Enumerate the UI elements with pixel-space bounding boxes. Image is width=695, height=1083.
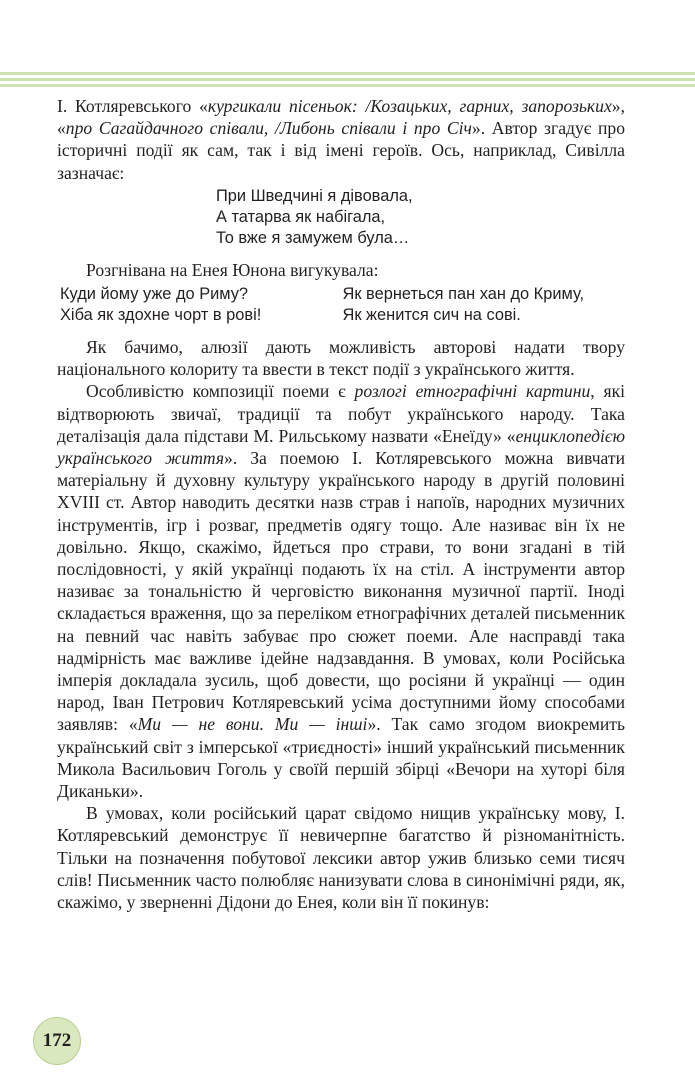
page-number-badge — [33, 1017, 81, 1065]
verse-sybil — [216, 186, 625, 249]
emphasis-italic: розлогі етнографічні картини — [354, 381, 591, 402]
verse-line: Як вернеться пан хан до Криму, — [342, 285, 585, 304]
emphasis-italic: Ми — не вони. Ми — інші — [137, 714, 368, 735]
header-rule — [0, 72, 695, 75]
paragraph-4: Особливістю композиції поеми є розлогі етнографічні картини, які відтворюють звичаї, традиції та побут українського народу. Така деталізація дала підстави М. Рильському назвати «Енеїду» «енциклопедією українського життя». За поемою І. Котляревського можна вивчати матеріальну й духовну культуру українського народу в другій половині XVIII ст. Автор наводить десятки назв страв і напоїв, народних музичних інструментів, ігр і розваг, предметів одягу тощо. Але називає він їх не довільно. Якщо, скажімо, йдеться про страви, то вони згадані в тій послідовності, у якій українці подають їх на стіл. А інструменти автор називає за тональністю й черговістю виконання музичної партії. Іноді складається враження, що за переліком етнографічних деталей письменник на певний час навіть забуває про сюжет поеми. Але насправді така надмірність має важливе ідейне надзавдання. В умовах, коли Російська імперія докладала зусиль, щоб довести, що росіяни й українці — один народ, Іван Петрович Котляревський усіма доступними йому способами заявляв: «Ми — не вони. Ми — інші». Так само згодом виокремить український світ з імперської «триєдності» інший український письменник Микола Васильович Гоголь у своїй першій збірці «Вечори на хуторі біля Диканьки». — [57, 381, 626, 802]
paragraph-2: Розгнівана на Енея Юнона вигукувала: — [86, 259, 379, 280]
page-body — [57, 95, 625, 913]
header-rule — [0, 84, 695, 87]
paragraph-5: В умовах, коли російський царат свідомо нищив українську мову, І. Котляревський демонструє її невичерпне багатство й різноманітність. Тільки на позначення побутової лексики автор ужив близько семи тисяч слів! Письменник часто полюбляє нанизувати слова в синонімічні ряди, як, скажімо, у зверненні Дідони до Енея, коли він її покинув: — [57, 803, 625, 913]
quote-italic: кургикали пісеньок: /Козацьких, гарних, запорозьких — [207, 96, 612, 116]
verse-column-left — [60, 284, 343, 326]
verse-line: При Шведчині я дівовала, — [216, 186, 413, 205]
verse-line: Як женится сич на сові. — [342, 306, 521, 325]
page-number: 172 — [42, 1030, 72, 1051]
verse-line: Хіба як здохне чорт в ровi! — [60, 306, 262, 325]
verse-line: А татарва як набігала, — [216, 207, 386, 226]
paragraph-1: І. Котляревського «кургикали пісеньок: /Козацьких, гарних, запорозьких», «про Сагайдачного співали, /Либонь співали і про Січ». Автор згадує про історичні події як сам, так і від імені героїв. Ось, наприклад, Сивілла зазначає: — [57, 96, 625, 183]
verse-line: То вже я замужем була… — [216, 228, 410, 247]
verse-juno — [60, 284, 625, 326]
verse-line: Куди йому уже до Риму? — [60, 285, 249, 304]
verse-column-right — [343, 284, 626, 326]
emphasis-italic: енциклопедією українського життя — [57, 425, 625, 469]
quote-italic: про Сагайдачного співали, /Либонь співали і про Січ — [65, 118, 472, 139]
paragraph-3: Як бачимо, алюзії дають можливість авторові надати твору національного колориту та ввести в текст події з українського життя. — [57, 337, 625, 380]
header-rule — [0, 78, 695, 81]
